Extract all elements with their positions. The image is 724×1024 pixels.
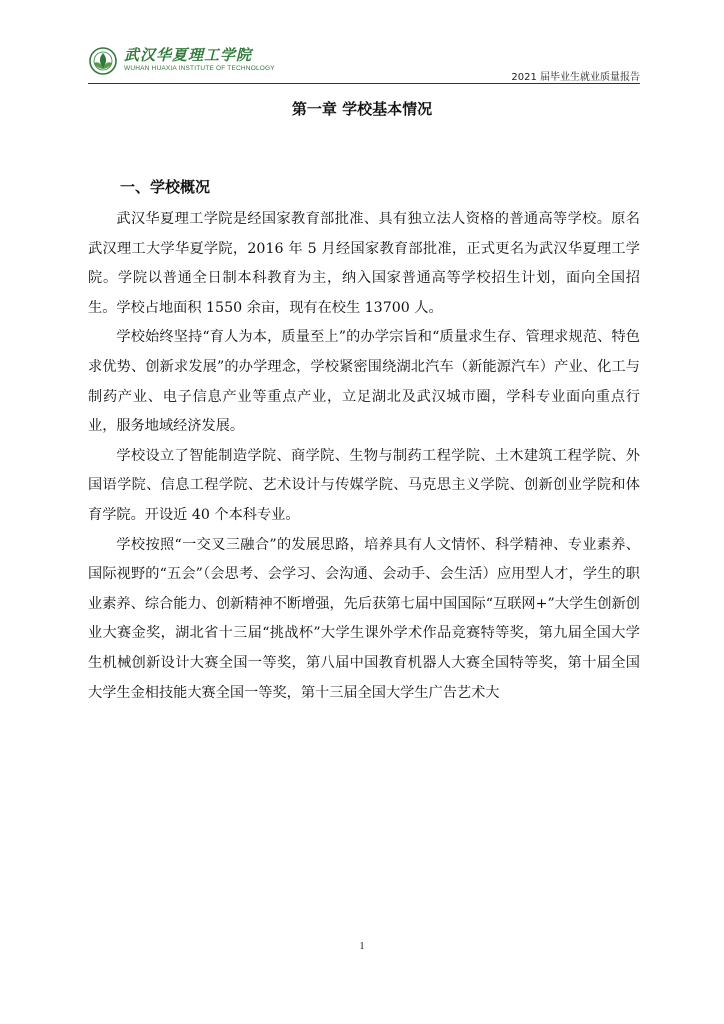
school-logo [88,46,275,76]
header-rule [88,83,640,84]
paragraph: 学校设立了智能制造学院、商学院、生物与制药工程学院、土木建筑工程学院、外国语学院、信息工程学院、艺术设计与传媒学院、马克思主义学院、创新创业学院和体育学院。开设近 40 个本科专业。 [88,447,640,523]
paragraph: 武汉华夏理工学院是经国家教育部批准、具有独立法人资格的普通高等学校。原名武汉理工大学华夏学院，2016 年 5 月经国家教育部批准，正式更名为武汉华夏理工学院。学院以普通全日制本科教育为主，纳入国家普通高等学校招生计划，面向全国招生。学校占地面积 1550 余亩，现有在校生 13700 人。 [88,211,640,316]
school-name-cn: 武汉华夏理工学院 [124,46,253,64]
paragraph: 学校按照“一交叉三融合”的发展思路，培养具有人文情怀、科学精神、专业素养、国际视野的“五会”（会思考、会学习、会沟通、会动手、会生活）应用型人才，学生的职业素养、综合能力、创新精神不断增强，先后获第七届中国国际“互联网+”大学生创新创业大赛金奖，湖北省十三届“挑战杯”大学生课外学术作品竞赛特等奖，第九届全国大学生机械创新设计大赛全国一等奖，第八届中国教育机器人大赛全国特等奖，第十届全国大学生金相技能大赛全国一等奖，第十三届全国大学生广告艺术大 [88,536,640,701]
report-title: 2021 届毕业生就业质量报告 [511,72,640,83]
page-number: 1 [359,941,365,952]
school-emblem-icon [88,46,118,76]
body-text [88,205,640,708]
chapter-title: 第一章 学校基本情况 [291,100,433,118]
paragraph: 学校始终坚持“育人为本，质量至上”的办学宗旨和“质量求生存、管理求规范、特色求优势、创新求发展”的办学理念，学校紧密围绕湖北汽车（新能源汽车）产业、化工与制药产业、电子信息产业等重点产业，立足湖北及武汉城市圈，学科专业面向重点行业，服务地域经济发展。 [88,329,640,435]
school-name-en: WUHAN HUAXIA INSTITUTE OF TECHNOLOGY [124,65,275,72]
section-title: 一、学校概况 [120,178,211,196]
page-header [88,44,640,84]
